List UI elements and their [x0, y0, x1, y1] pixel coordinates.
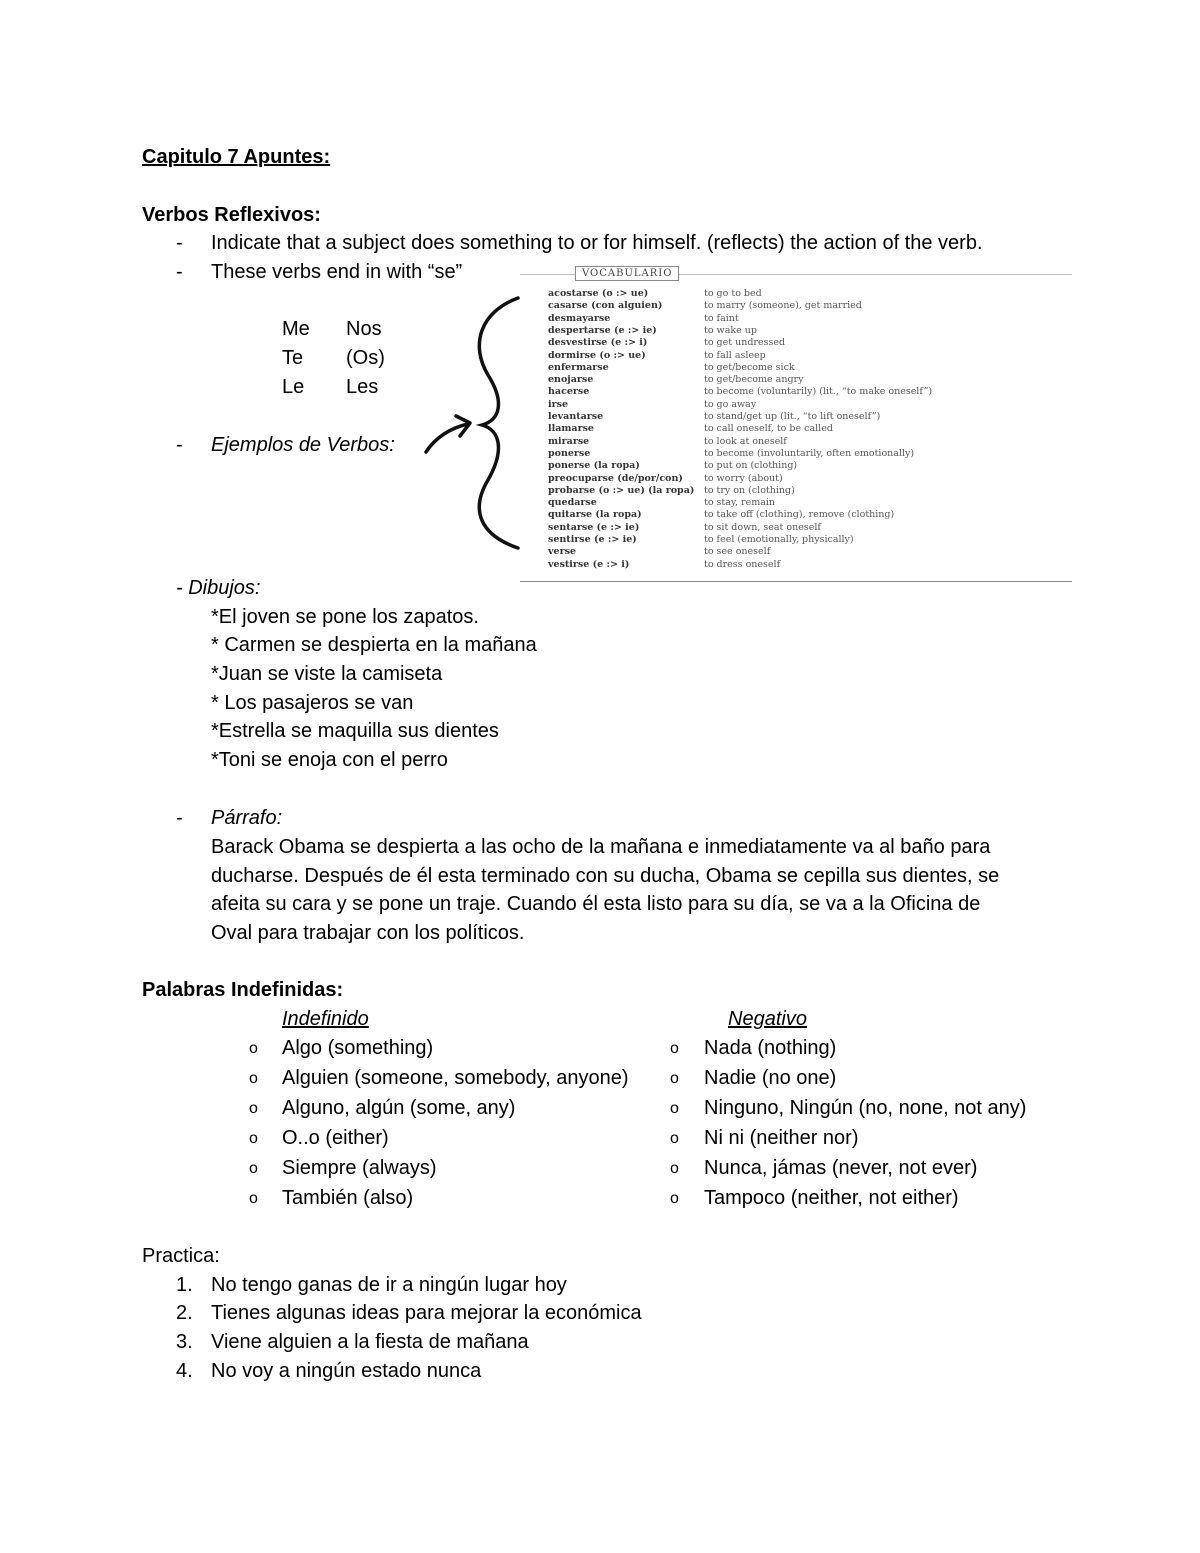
bullet-dash: - [176, 261, 183, 283]
vocab-spanish: preocuparse (de/por/con) [548, 472, 683, 484]
vocab-row [520, 350, 1072, 362]
practica-number: 3. [176, 1331, 193, 1353]
parrafo-line: ducharse. Después de él esta terminado con su ducha, Obama se cepilla sus dientes, se [211, 865, 1000, 887]
negativo-item: Nadie (no one) [704, 1067, 837, 1089]
vocab-english: to go away [704, 398, 757, 410]
vocab-row [520, 473, 1072, 485]
dibujo-item: *Toni se enoja con el perro [211, 749, 448, 771]
dibujo-item: * Carmen se despierta en la mañana [211, 634, 537, 656]
bullet-circle-icon: o [249, 1070, 258, 1087]
practica-number: 4. [176, 1360, 193, 1382]
pronoun-plural: Les [346, 376, 379, 398]
vocab-english: to get undressed [704, 337, 786, 349]
vocab-spanish: mirarse [548, 435, 590, 447]
negativo-item: Ni ni (neither nor) [704, 1127, 859, 1149]
dibujos-label: - Dibujos: [176, 577, 261, 599]
vocab-english: to put on (clothing) [704, 460, 798, 472]
reflexive-bullet-2: These verbs end in with “se” [211, 261, 463, 283]
dibujo-item: *Estrella se maquilla sus dientes [211, 720, 499, 742]
parrafo-line: Barack Obama se despierta a las ocho de la mañana e inmediatamente va al baño para [211, 836, 991, 858]
negativo-item: Ninguno, Ningún (no, none, not any) [704, 1097, 1027, 1119]
bullet-circle-icon: o [670, 1040, 679, 1057]
negativo-item: Nada (nothing) [704, 1037, 837, 1059]
curly-brace-icon [479, 298, 518, 548]
parrafo-label: Párrafo: [211, 807, 283, 829]
indefinido-item: Alguno, algún (some, any) [282, 1097, 516, 1119]
pronoun-plural: (Os) [346, 347, 385, 369]
vocab-spanish: desmayarse [548, 312, 611, 324]
vocab-spanish: enfermarse [548, 361, 609, 373]
dibujo-item: *Juan se viste la camiseta [211, 663, 443, 685]
vocab-spanish: sentirse (e :> ie) [548, 534, 637, 545]
vocab-row [520, 497, 1072, 509]
indefinido-item: Siempre (always) [282, 1157, 437, 1179]
vocab-english: to marry (someone), get married [704, 300, 862, 312]
vocabulary-figure [520, 264, 1072, 582]
vocab-row [520, 448, 1072, 460]
vocab-english: to go to bed [704, 288, 762, 299]
vocab-row [520, 362, 1072, 374]
vocab-english: to dress oneself [704, 558, 781, 570]
vocab-spanish: sentarse (e :> ie) [548, 521, 640, 533]
indefinido-item: También (also) [282, 1187, 414, 1209]
bullet-circle-icon: o [670, 1130, 679, 1147]
practica-item: No tengo ganas de ir a ningún lugar hoy [211, 1274, 567, 1296]
vocab-title: VOCABULARIO [575, 266, 679, 281]
vocab-spanish: dormirse (o :> ue) [548, 349, 646, 361]
pronoun-singular: Te [282, 347, 304, 369]
indefinido-header: Indefinido [282, 1008, 369, 1030]
page-title: Capitulo 7 Apuntes: [142, 146, 331, 168]
negativo-header: Negativo [728, 1008, 807, 1030]
vocab-spanish: desvestirse (e :> i) [548, 337, 648, 349]
vocab-row [520, 399, 1072, 411]
vocab-english: to try on (clothing) [704, 484, 795, 496]
bullet-circle-icon: o [249, 1040, 258, 1057]
practica-number: 1. [176, 1274, 193, 1296]
vocab-english: to become (involuntarily, often emotionally) [704, 447, 915, 459]
bullet-circle-icon: o [249, 1130, 258, 1147]
vocab-spanish: ponerse (la ropa) [548, 460, 640, 472]
vocab-english: to get/become angry [704, 374, 804, 386]
indefinido-item: O..o (either) [282, 1127, 389, 1149]
indefinido-item: Alguien (someone, somebody, anyone) [282, 1067, 629, 1089]
bullet-dash: - [176, 232, 183, 254]
pronoun-plural: Nos [346, 318, 382, 340]
vocab-row [520, 534, 1072, 546]
vocab-spanish: vestirse (e :> i) [548, 558, 630, 570]
vocab-spanish: despertarse (e :> ie) [548, 324, 657, 336]
negativo-item: Tampoco (neither, not either) [704, 1187, 959, 1209]
vocab-spanish: hacerse [548, 386, 590, 398]
vocab-english: to faint [704, 312, 739, 324]
vocab-english: to take off (clothing), remove (clothing) [704, 509, 895, 521]
vocab-english: to fall asleep [704, 349, 766, 361]
brace-arrow-drawing [410, 290, 525, 555]
parrafo-line: Oval para trabajar con los políticos. [211, 922, 525, 944]
bullet-circle-icon: o [249, 1160, 258, 1177]
vocab-row [520, 411, 1072, 423]
vocab-row [520, 423, 1072, 435]
vocab-spanish: irse [548, 398, 569, 410]
vocab-english: to call oneself, to be called [704, 423, 833, 435]
negativo-item: Nunca, jámas (never, not ever) [704, 1157, 978, 1179]
bullet-dash: - [176, 807, 183, 829]
vocab-spanish: quitarse (la ropa) [548, 509, 642, 521]
vocab-row [520, 546, 1072, 558]
dibujo-item: *El joven se pone los zapatos. [211, 606, 479, 628]
vocab-spanish: ponerse [548, 447, 591, 459]
reflexive-heading: Verbos Reflexivos: [142, 204, 321, 226]
vocab-row [520, 509, 1072, 521]
vocab-spanish: llamarse [548, 423, 594, 435]
vocab-spanish: probarse (o :> ue) (la ropa) [548, 484, 695, 496]
vocab-spanish: quedarse [548, 497, 597, 509]
vocab-english: to stay, remain [704, 497, 776, 509]
vocab-english: to wake up [704, 324, 757, 336]
practica-number: 2. [176, 1302, 193, 1324]
vocab-row [520, 288, 1072, 300]
bullet-circle-icon: o [670, 1160, 679, 1177]
vocab-row [520, 559, 1072, 571]
examples-label: Ejemplos de Verbos: [211, 434, 395, 456]
indefinidas-heading: Palabras Indefinidas: [142, 979, 344, 1001]
vocab-english: to see oneself [704, 546, 771, 558]
bullet-circle-icon: o [670, 1190, 679, 1207]
dibujo-item: * Los pasajeros se van [211, 692, 414, 714]
vocab-row [520, 460, 1072, 472]
vocab-english: to sit down, seat oneself [704, 521, 821, 533]
vocab-row [520, 374, 1072, 386]
vocab-row [520, 300, 1072, 312]
vocab-english: to get/become sick [704, 361, 795, 373]
indefinido-item: Algo (something) [282, 1037, 434, 1059]
vocab-spanish: verse [548, 546, 576, 558]
bullet-circle-icon: o [670, 1070, 679, 1087]
vocab-row [520, 522, 1072, 534]
vocab-row [520, 325, 1072, 337]
vocab-row [520, 337, 1072, 349]
vocab-english: to worry (about) [704, 472, 783, 484]
parrafo-line: afeita su cara y se pone un traje. Cuando él esta listo para su día, se va a la Oficina de [211, 893, 981, 915]
vocab-spanish: casarse (con alguien) [548, 300, 663, 312]
bullet-circle-icon: o [249, 1100, 258, 1117]
bullet-circle-icon: o [670, 1100, 679, 1117]
vocab-spanish: acostarse (o :> ue) [548, 288, 649, 299]
vocab-spanish: enojarse [548, 374, 594, 386]
vocab-row [520, 436, 1072, 448]
vocab-bottom-rule [520, 581, 1072, 582]
bullet-circle-icon: o [249, 1190, 258, 1207]
pronoun-singular: Le [282, 376, 305, 398]
arrow-icon [426, 424, 468, 452]
practica-item: Tienes algunas ideas para mejorar la económica [211, 1302, 642, 1324]
vocab-row [520, 485, 1072, 497]
practica-item: No voy a ningún estado nunca [211, 1360, 482, 1382]
vocab-english: to become (voluntarily) (lit., “to make oneself”) [704, 386, 933, 398]
practica-item: Viene alguien a la fiesta de mañana [211, 1331, 529, 1353]
vocab-english: to feel (emotionally, physically) [704, 534, 854, 545]
practica-heading: Practica: [142, 1245, 220, 1267]
vocab-row [520, 386, 1072, 398]
vocab-spanish: levantarse [548, 411, 604, 422]
vocab-row [520, 313, 1072, 325]
pronoun-singular: Me [282, 318, 310, 340]
reflexive-bullet-1: Indicate that a subject does something to or for himself. (reflects) the action of the verb. [211, 232, 983, 254]
vocab-english: to look at oneself [704, 435, 787, 447]
bullet-dash: - [176, 434, 183, 456]
vocab-english: to stand/get up (lit., “to lift oneself”) [704, 411, 881, 422]
